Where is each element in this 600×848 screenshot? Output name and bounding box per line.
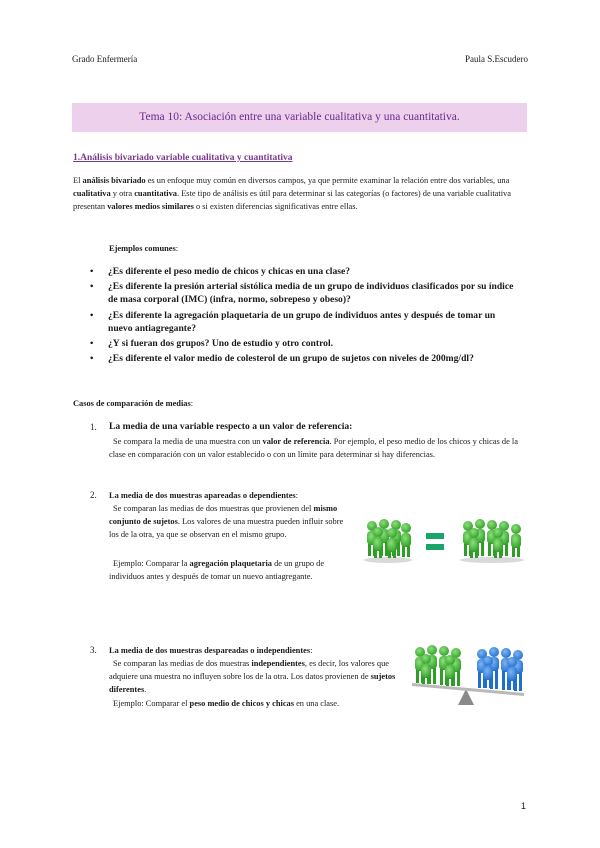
header-left: Grado Enfermería: [72, 54, 138, 64]
case2-heading: La media de dos muestras apareadas o dependientes:: [109, 491, 298, 500]
blue-people-group: [477, 647, 523, 691]
equals-icon: [426, 533, 444, 550]
list-item: • ¿Es diferente la agregación plaquetaria de un grupo de individuos antes y después de tomar un nuevo antiagregante?: [90, 309, 496, 334]
green-people-group-left: [364, 519, 412, 563]
green-people-group-right: [460, 519, 524, 563]
list-item: • ¿Es diferente la presión arterial sistólica media de un grupo de individuos clasificados por su índice de masa corporal (IMC) (infra, normo, sobrepeso y obeso)?: [90, 281, 514, 306]
page-number: 1: [520, 801, 526, 811]
intro-paragraph: El análisis bivariado es un enfoque muy común en diversos campos, ya que permite examinar la relación entre dos variables, una cualitativa y otra cuantitativa. Este tipo de análisis es útil para determinar si las categorías (o factores) de una variable cualitativa presentan valores medios similares o si existen diferencias significativas entre ellas.: [73, 176, 511, 211]
page-title: Tema 10: Asociación entre una variable cualitativa y una cuantitativa.: [139, 111, 460, 123]
case1-text: Se compara la media de una muestra con un valor de referencia. Por ejemplo, el peso medio de los chicos y chicas de la clase en comparación con un valor establecido o con un límite para determinar si hay diferencias.: [109, 437, 518, 459]
seesaw-fulcrum: [458, 689, 474, 705]
examples-label: Ejemplos comunes:: [109, 244, 179, 253]
case3-example: Ejemplo: Comparar el peso medio de chicos y chicas en una clase.: [113, 699, 340, 708]
case2-text: Se comparan las medias de dos muestras que provienen del mismo conjunto de sujetos. Los valores de una muestra pueden influir sobre los de la otra, ya que se observan en el mismo grupo.: [109, 504, 344, 539]
case3-text: Se comparan las medias de dos muestras independientes, es decir, los valores que adquiere una muestra no influyen sobre los de la otra. Los datos provienen de sujetos diferentes.: [109, 659, 396, 694]
independent-groups-illustration: [410, 643, 528, 709]
case3-heading: La media de dos muestras despareadas o independientes:: [109, 646, 313, 655]
case1-heading: La media de una variable respecto a un valor de referencia:: [109, 421, 353, 432]
case1-number: 1.: [90, 422, 97, 432]
cases-label: Casos de comparación de medias:: [73, 399, 194, 408]
header-right: Paula S.Escudero: [465, 54, 528, 64]
list-item: • ¿Es diferente el valor medio de colesterol de un grupo de sujetos con niveles de 200mg/dl?: [90, 353, 474, 365]
green-people-group: [415, 645, 461, 686]
section-heading: 1.Análisis bivariado variable cualitativa y cuantitativa: [73, 153, 293, 163]
list-item: • ¿Es diferente el peso medio de chicos y chicas en una clase?: [90, 266, 351, 277]
case2-example: Ejemplo: Comparar la agregación plaquetaria de un grupo de individuos antes y después de tomar un nuevo antiagregante.: [109, 559, 325, 581]
case3-number: 3.: [90, 645, 97, 655]
examples-list: [90, 265, 520, 367]
case2-number: 2.: [90, 490, 97, 500]
paired-groups-illustration: [362, 518, 527, 564]
list-item: • ¿Y si fueran dos grupos? Uno de estudio y otro control.: [90, 338, 334, 350]
